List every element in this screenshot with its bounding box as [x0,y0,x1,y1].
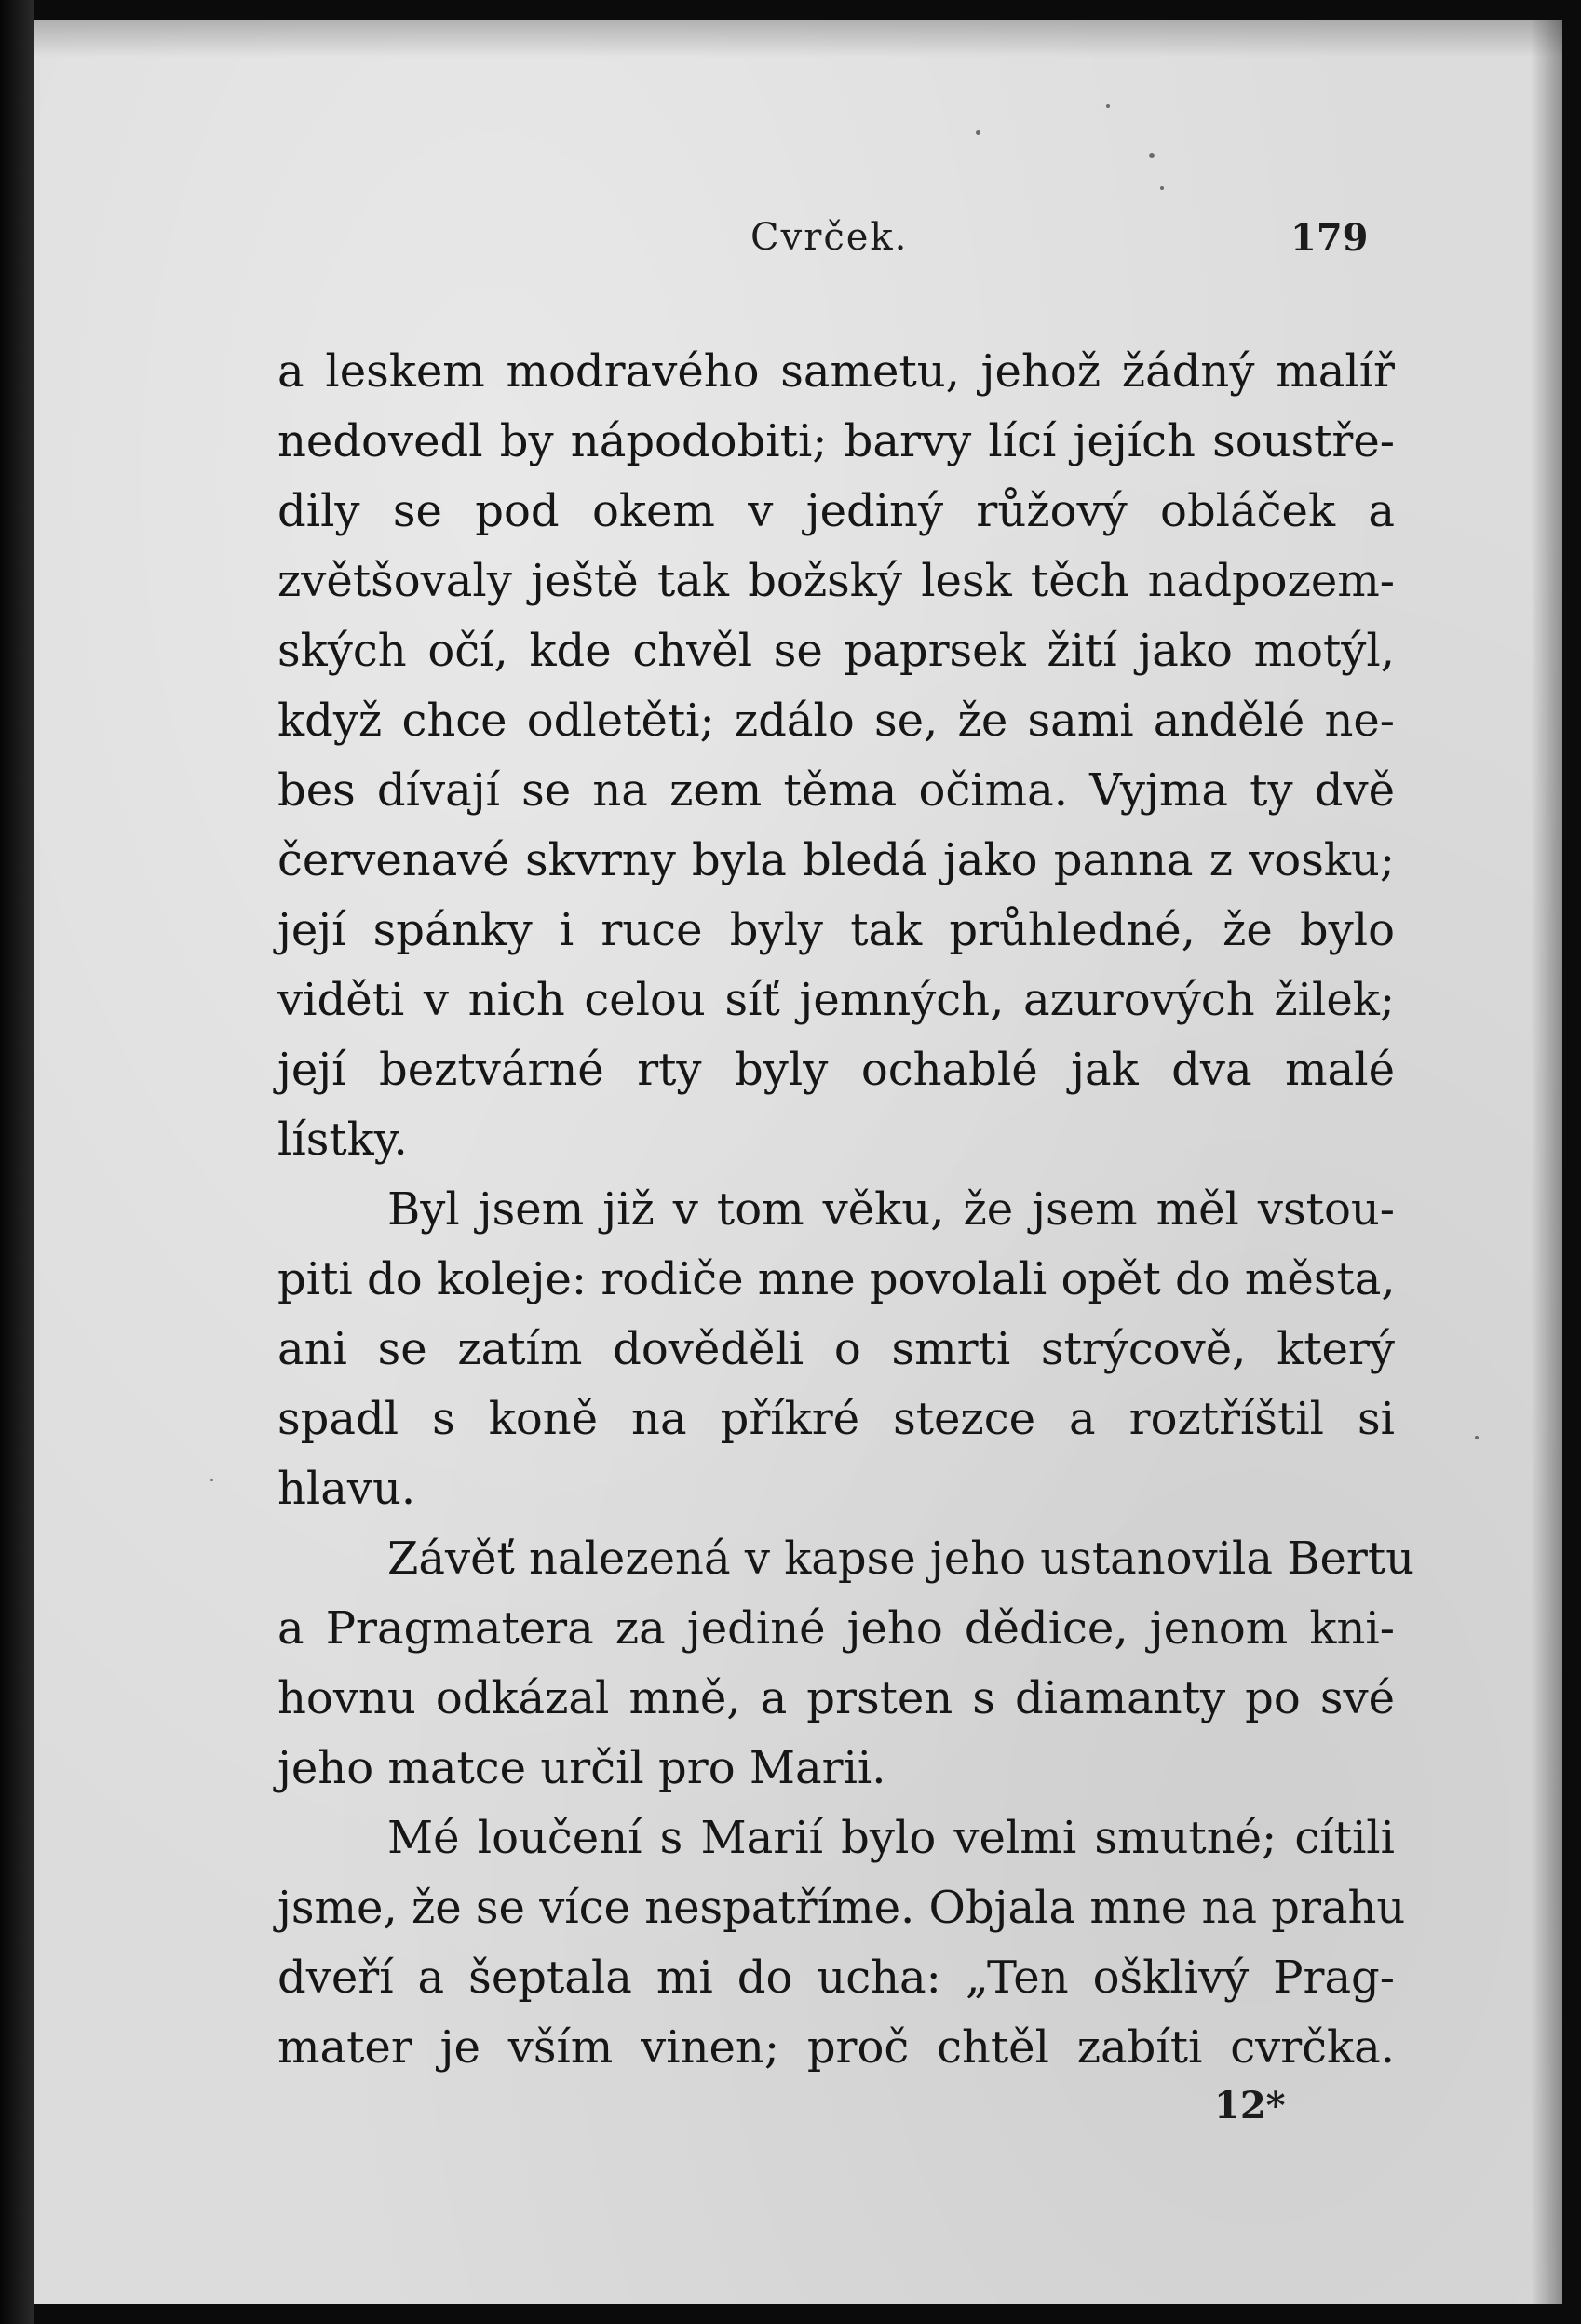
text-line: hovnu odkázal mně, a prsten s diamanty po své [277,1672,1395,1724]
book-page [34,20,1562,2304]
text-line: zvětšovaly ještě tak božský lesk těch nadpozem- [277,555,1395,607]
signature-mark: 12* [1214,2084,1286,2128]
paragraph-start-line: Mé loučení s Marií bylo velmi smutné; cítili [387,1812,1395,1864]
text-line: jeho matce určil pro Marii. [277,1742,886,1794]
text-line: hlavu. [277,1463,416,1515]
text-line: její spánky i ruce byly tak průhledné, že bylo [277,904,1395,956]
text-line: její beztvárné rty byly ochablé jak dva malé [277,1044,1395,1096]
body-text [277,337,1415,2083]
text-line: mater je vším vinen; proč chtěl zabíti cvrčka. [277,2021,1395,2074]
paper-speck [1106,104,1110,108]
text-line: a Pragmatera za jediné jeho dědice, jenom kni- [277,1602,1395,1655]
paragraph-start-line: Závěť nalezená v kapse jeho ustanovila Bertu [387,1533,1415,1585]
text-line: když chce odletěti; zdálo se, že sami andělé ne- [277,695,1395,747]
text-line: bes dívají se na zem těma očima. Vyjma ty dvě [277,764,1395,817]
page-top-shadow [34,20,1562,58]
paper-speck [976,130,980,135]
page-number: 179 [1290,216,1369,260]
page-right-shadow [1531,20,1562,2304]
text-line: viděti v nich celou síť jemných, azurových žilek; [277,974,1395,1026]
paper-speck [1475,1436,1479,1439]
text-line: dveří a šeptala mi do ucha: „Ten ošklivý Prag- [277,1952,1395,2004]
running-title: Cvrček. [750,216,909,259]
paper-speck [1149,153,1155,158]
paragraph-start-line: Byl jsem již v tom věku, že jsem měl vstou- [387,1183,1395,1236]
scan-left-edge [0,0,34,2324]
text-line: ských očí, kde chvěl se paprsek žití jako motýl, [277,625,1395,677]
text-line: dily se pod okem v jediný růžový obláček a [277,485,1395,537]
text-line: červenavé skvrny byla bledá jako panna z vosku; [277,834,1395,886]
text-line: spadl s koně na příkré stezce a roztříštil si [277,1393,1395,1445]
text-line: nedovedl by nápodobiti; barvy lící jejích soustře- [277,415,1395,467]
text-line: piti do koleje: rodiče mne povolali opět do města, [277,1253,1396,1305]
text-line: lístky. [277,1114,408,1166]
text-line: a leskem modravého sametu, jehož žádný malíř [277,345,1395,398]
paper-speck [210,1479,213,1481]
paper-speck [1160,186,1164,190]
text-line: jsme, že se více nespatříme. Objala mne na prahu [277,1882,1406,1934]
text-line: ani se zatím dověděli o smrti strýcově, který [277,1323,1395,1375]
